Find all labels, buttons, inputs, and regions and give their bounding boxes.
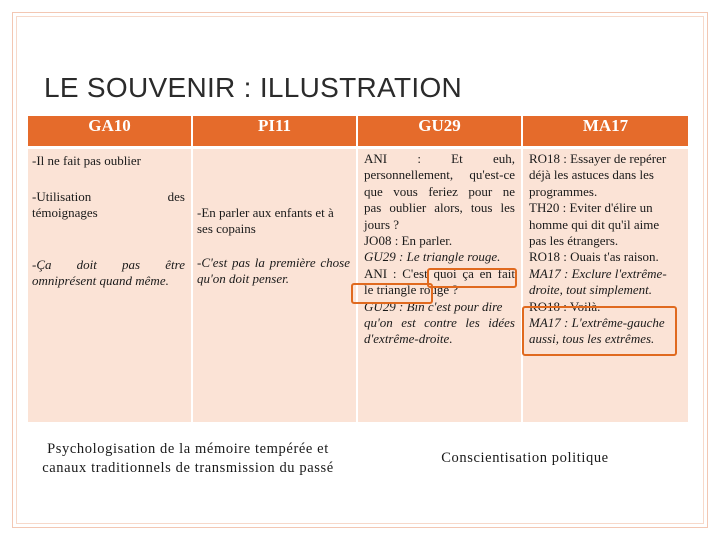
cell-ga10 [27, 148, 192, 423]
ma17-line: MA17 : Exclure l'extrême- [529, 265, 667, 281]
ga10-text-2-line [32, 189, 185, 205]
ga10-text-2a: -Utilisation [32, 189, 92, 204]
summary-right: Conscientisation politique [441, 450, 609, 466]
gu29-line: GU29 : Le triangle rouge. [364, 249, 501, 265]
highlight-box-gu29-quoi [427, 268, 517, 288]
header-gu29: GU29 [357, 116, 522, 148]
highlight-box-gu29-triangle [351, 283, 433, 304]
ma17-line: TH20 : Eviter d'élire un [529, 200, 653, 216]
ga10-text-1: -Il ne fait pas oublier [32, 153, 142, 168]
gu29-line: qu'on est contre les idées [364, 315, 515, 331]
gu29-line: personnellement, qu'est-ce [364, 167, 515, 183]
gu29-line: d'extrême-droite. [364, 331, 453, 347]
ma17-line: programmes. [529, 183, 598, 199]
gu29-line: que vous feriez pour ne [364, 183, 515, 199]
gu29-line: le triangle rouge ? [364, 282, 459, 298]
pi11-text-1: -En parler aux enfants et à ses copains [197, 205, 334, 237]
gu29-line: ANI : Et euh, [364, 151, 515, 166]
header-pi11: PI11 [192, 116, 357, 148]
ma17-line: RO18 : Essayer de repérer [529, 151, 667, 166]
pi11-text-2: -C'est pas la première chose qu'on doit penser. [197, 255, 350, 287]
gu29-line: GU29 : Bin c'est pour dire [364, 298, 503, 314]
header-ga10: GA10 [27, 116, 192, 148]
ma17-line: déjà les astuces dans les [529, 167, 654, 183]
ga10-text-2c: témoignages [32, 205, 98, 221]
summary-left: Psychologisation de la mémoire tempérée et canaux traditionnels de transmission du passé [42, 441, 334, 476]
cell-pi11 [192, 148, 357, 423]
ma17-line: droite, tout simplement. [529, 282, 653, 298]
ga10-text-3: -Ça doit pas être omniprésent quand même. [32, 257, 185, 289]
header-row [27, 116, 689, 148]
ma17-line: MA17 : L'extrême-gauche [529, 315, 665, 331]
highlight-box-ma17-extreme [522, 306, 677, 356]
cell-ma17 [522, 148, 689, 423]
header-ma17: MA17 [522, 116, 689, 148]
ma17-line: RO18 : Ouais t'as raison. [529, 249, 659, 265]
quotes-table [26, 116, 690, 422]
ma17-line: homme qui dit qu'il aime [529, 216, 660, 232]
ma17-line: aussi, tous les extrêmes. [529, 331, 655, 347]
gu29-line: ANI : C'est quoi ça en fait [364, 265, 515, 281]
gu29-line: JO08 : En parler. [364, 233, 453, 249]
ga10-text-2b: des [167, 189, 185, 204]
ma17-line: pas les étrangers. [529, 233, 619, 249]
ma17-line: RO18 : Voilà. [529, 298, 601, 314]
gu29-line: pas oublier alors, tous les [364, 200, 515, 216]
gu29-line: jours ? [364, 216, 400, 232]
ga10-text-2 [32, 189, 185, 222]
slide-title: LE SOUVENIR : ILLUSTRATION [44, 72, 463, 103]
